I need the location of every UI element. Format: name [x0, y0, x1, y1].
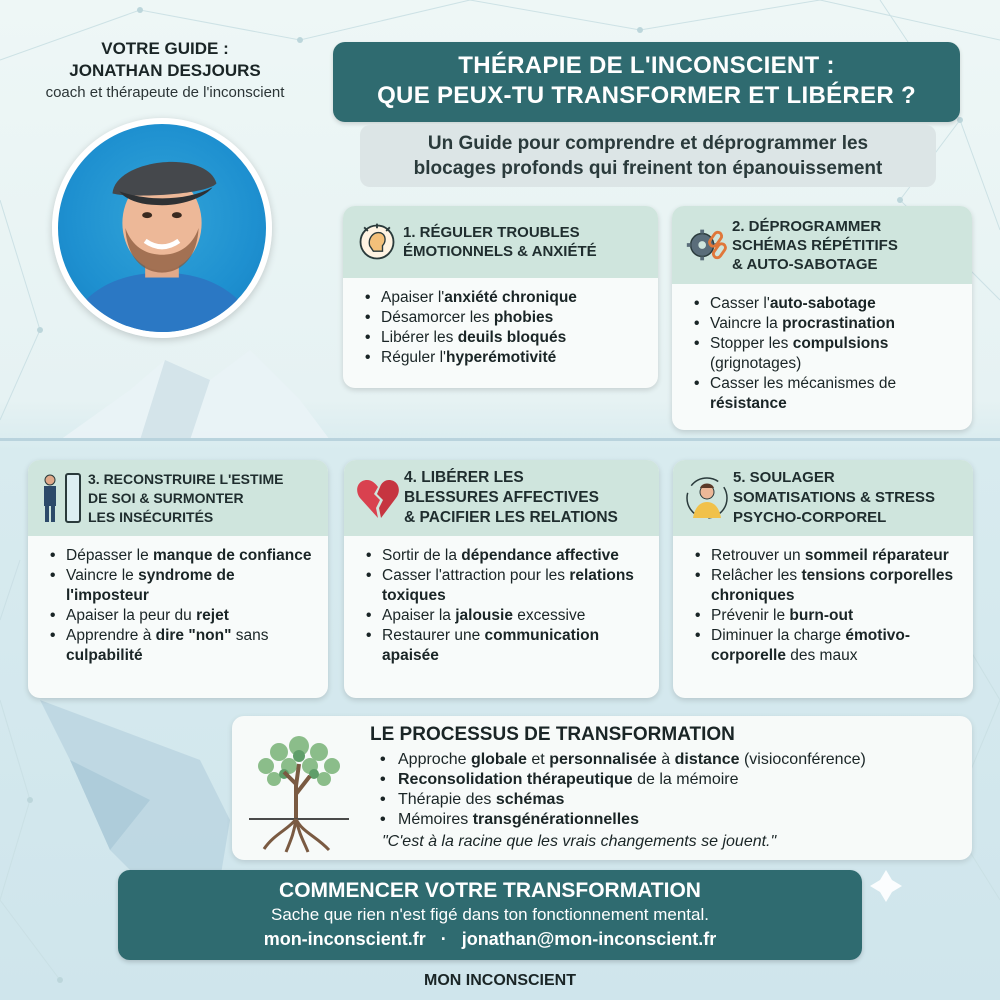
card-title	[88, 470, 283, 527]
list-item: • Casser l'attraction pour les relations toxiques	[366, 566, 649, 606]
card-title-line: SCHÉMAS RÉPÉTITIFS	[732, 236, 898, 254]
portrait-illustration	[58, 124, 266, 332]
card-relationships	[344, 460, 659, 698]
list-item: • Approche globale et personnalisée à distance (visioconférence)	[380, 750, 866, 770]
subtitle	[360, 125, 936, 187]
cta-contact	[118, 926, 862, 952]
water-line	[0, 438, 1000, 441]
list-item: • Désamorcer les phobies	[365, 308, 648, 328]
guide-portrait	[52, 118, 272, 338]
tree-icon	[244, 724, 354, 854]
list-item: • Casser l'auto-sabotage	[694, 294, 962, 314]
card-title-line: BLESSURES AFFECTIVES	[404, 489, 599, 506]
card-items	[673, 536, 973, 666]
list-item: • Réguler l'hyperémotivité	[365, 348, 648, 368]
card-items	[672, 284, 972, 414]
cta-banner	[118, 870, 862, 960]
list-item: • Relâcher les tensions corporelles chroniques	[695, 566, 963, 606]
card-self-esteem	[28, 460, 328, 698]
guide-block	[10, 38, 320, 104]
card-title-line: PSYCHO-CORPOREL	[733, 509, 887, 526]
card-title-line: LES INSÉCURITÉS	[88, 508, 214, 525]
card-title-line: 1. RÉGULER TROUBLES	[403, 224, 580, 241]
card-title-line: DE SOI & SURMONTER	[88, 489, 244, 506]
card-title-line: SOMATISATIONS & STRESS	[733, 489, 935, 506]
process-title: LE PROCESSUS DE TRANSFORMATION	[370, 724, 735, 745]
subtitle-line-2: blocages profonds qui freinent ton épanouissement	[413, 158, 883, 179]
broken-heart-icon	[352, 472, 404, 524]
list-item: • Vaincre le syndrome de l'imposteur	[50, 566, 318, 606]
guide-label: VOTRE GUIDE :	[101, 39, 229, 58]
process-section	[232, 716, 972, 860]
card-emotions	[343, 206, 658, 388]
card-items	[28, 536, 328, 666]
card-header	[343, 206, 658, 278]
list-item: • Thérapie des schémas	[380, 790, 866, 810]
contact-separator: ·	[440, 929, 447, 949]
list-item: • Diminuer la charge émotivo-corporelle des maux	[695, 626, 963, 666]
email-link[interactable]: jonathan@mon-inconscient.fr	[461, 929, 717, 949]
subtitle-line-1: Un Guide pour comprendre et déprogrammer les	[427, 133, 869, 154]
card-patterns	[672, 206, 972, 430]
process-quote: "C'est à la racine que les vrais changements se jouent."	[382, 833, 777, 850]
card-header	[673, 460, 973, 536]
card-items	[343, 278, 658, 368]
gear-chain-icon	[680, 219, 732, 271]
list-item: • Stopper les compulsions (grignotages)	[694, 334, 962, 374]
card-items	[344, 536, 659, 666]
card-title	[733, 468, 935, 528]
cta-text: Sache que rien n'est figé dans ton fonctionnement mental.	[271, 905, 709, 924]
process-items	[380, 750, 866, 830]
list-item: • Reconsolidation thérapeutique de la mémoire	[380, 770, 866, 790]
list-item: • Apaiser l'anxiété chronique	[365, 288, 648, 308]
list-item: • Restaurer une communication apaisée	[366, 626, 649, 666]
list-item: • Libérer les deuils bloqués	[365, 328, 648, 348]
list-item: • Dépasser le manque de confiance	[50, 546, 318, 566]
card-title-line: ÉMOTIONNELS & ANXIÉTÉ	[403, 243, 597, 260]
list-item: • Apaiser la jalousie excessive	[366, 606, 649, 626]
person-mirror-icon	[36, 472, 88, 524]
card-header	[344, 460, 659, 536]
title-line-1: THÉRAPIE DE L'INCONSCIENT :	[458, 52, 835, 79]
list-item: • Apprendre à dire "non" sans culpabilité	[50, 626, 318, 666]
cta-title: COMMENCER VOTRE TRANSFORMATION	[279, 879, 701, 902]
card-title-line: 2. DÉPROGRAMMER	[732, 217, 882, 235]
relaxed-person-icon	[681, 472, 733, 524]
card-title	[732, 217, 898, 274]
card-title-line: 4. LIBÉRER LES	[404, 469, 524, 486]
guide-role: coach et thérapeute de l'inconscient	[45, 84, 285, 101]
head-icon	[351, 216, 403, 268]
footer-brand: MON INCONSCIENT	[424, 972, 576, 989]
card-title	[403, 223, 597, 261]
website-link[interactable]: mon-inconscient.fr	[263, 929, 426, 949]
title-line-2: QUE PEUX-TU TRANSFORMER ET LIBÉRER ?	[377, 82, 916, 109]
card-title-line: & AUTO-SABOTAGE	[732, 255, 878, 273]
card-title-line: 5. SOULAGER	[733, 469, 835, 486]
list-item: • Sortir de la dépendance affective	[366, 546, 649, 566]
guide-name: JONATHAN DESJOURS	[69, 61, 261, 80]
card-title	[404, 468, 618, 528]
card-title-line: & PACIFIER LES RELATIONS	[404, 509, 618, 526]
card-header	[672, 206, 972, 284]
list-item: • Apaiser la peur du rejet	[50, 606, 318, 626]
list-item: • Vaincre la procrastination	[694, 314, 962, 334]
list-item: • Prévenir le burn-out	[695, 606, 963, 626]
main-title	[333, 42, 960, 122]
card-title-line: 3. RECONSTRUIRE L'ESTIME	[88, 470, 284, 487]
card-somatic	[673, 460, 973, 698]
card-header	[28, 460, 328, 536]
list-item: • Mémoires transgénérationnelles	[380, 810, 866, 830]
list-item: • Retrouver un sommeil réparateur	[695, 546, 963, 566]
list-item: • Casser les mécanismes de résistance	[694, 374, 962, 414]
